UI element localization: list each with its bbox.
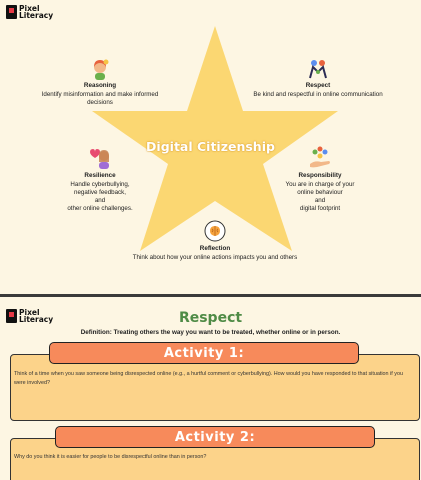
thinking-person-icon [89,58,111,80]
responsibility-title: Responsibility [298,172,342,179]
center-title: Digital Citizenship [146,139,275,154]
respect-worksheet-slide [0,297,421,480]
responsibility-text: You are in charge of your online behaviour and digital footprint [285,181,355,212]
activity1-banner: Activity 1: [49,342,359,364]
hand-emojis-icon [307,146,333,170]
logo2-line1: Pixel [19,308,40,317]
respect-heading: Respect [178,310,243,326]
reasoning-block [30,58,170,107]
activity2-banner: Activity 2: [55,426,375,448]
heart-person-icon [87,146,113,170]
reasoning-title: Reasoning [83,82,117,89]
respect-title: Respect [305,82,331,89]
logo-line1: Pixel [19,4,40,13]
brain-icon [203,219,227,243]
responsibility-block [270,146,370,213]
logo2-line2: Literacy [19,315,54,324]
reflection-text: Think about how your online actions impacts you and others [132,254,298,261]
respect-text: Be kind and respectful in online communication [253,91,383,98]
people-connection-icon [307,58,329,80]
resilience-text: Handle cyberbullying, negative feedback, and other online challenges. [67,181,133,212]
resilience-title: Resilience [84,172,116,179]
respect-definition: Definition: Treating others the way you want to be treated, whether online or in person. [80,329,341,336]
activity1-question: Think of a time when you saw someone being disrespected online (e.g., a hurtful comment or cyberbullying). How would you have responded to that situation if you were involved? [14,371,403,386]
resilience-block [55,146,145,213]
reflection-title: Reflection [199,245,231,252]
reasoning-text: Identify misinformation and make informed decisions [41,91,159,106]
activity2-question: Why do you think it is easier for people to be disrespectful online than in person? [14,454,207,460]
logo-line2: Literacy [19,11,54,20]
respect-block [243,58,393,99]
reflection-block [110,219,320,262]
